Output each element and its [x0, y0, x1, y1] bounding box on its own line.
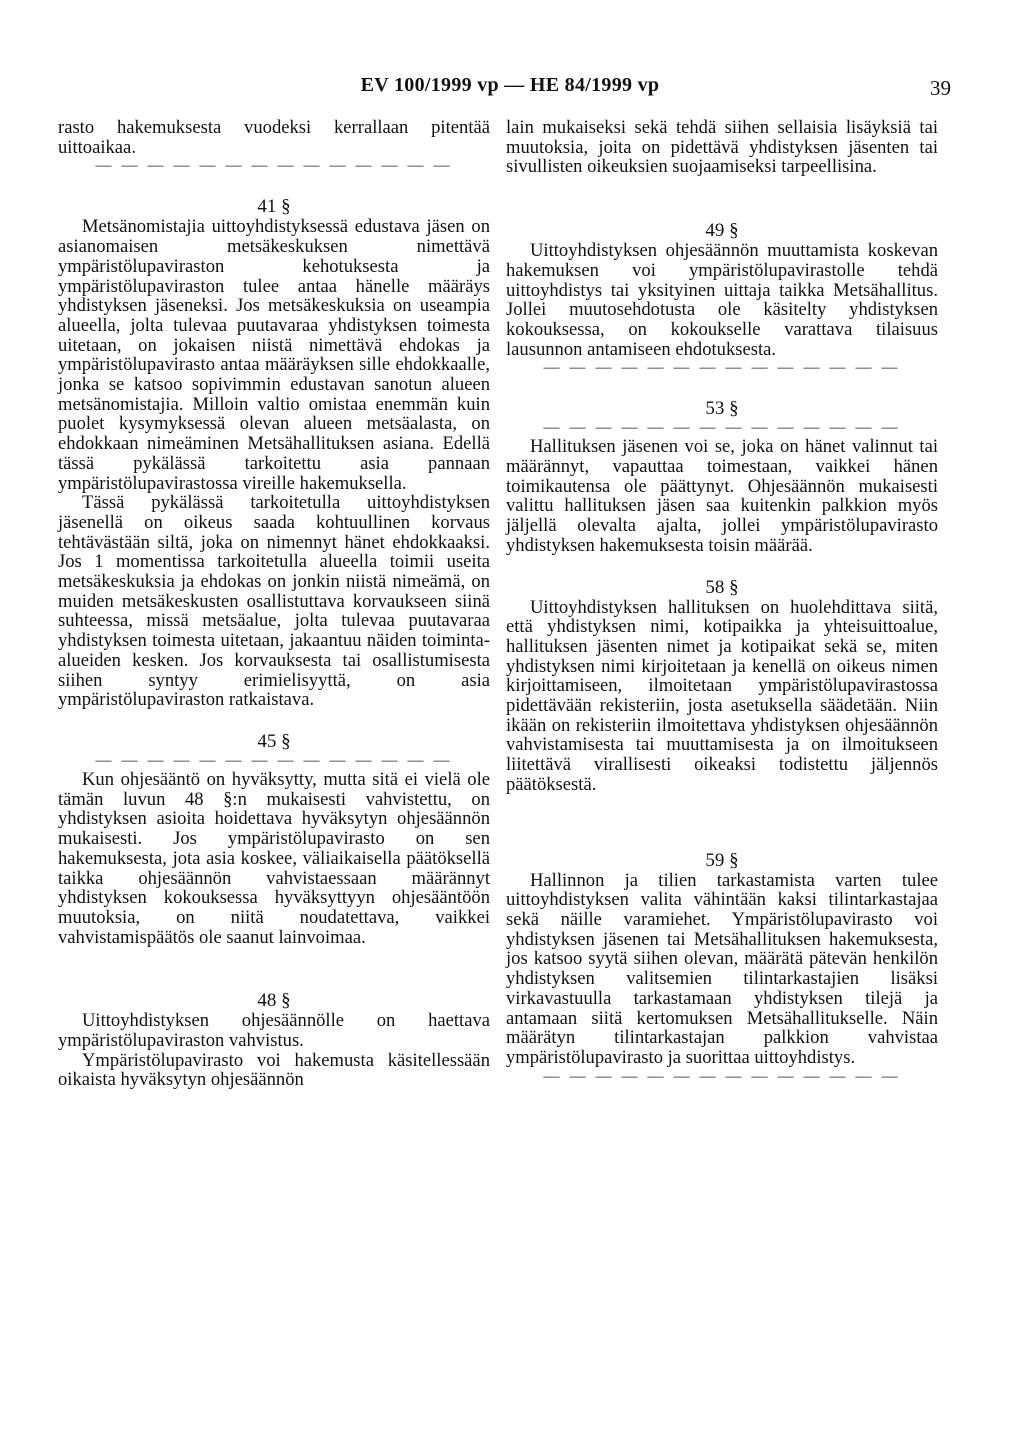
section-heading-41: 41 § [257, 196, 291, 218]
section-heading-49: 49 § [705, 220, 739, 242]
section-41-paragraph-1: Metsänomistajia uittoyhdistyksessä edustava jäsen on asianomaisen metsäkeskuksen nimettävä ympäristölupaviraston kehotuksesta ja ympäristölupaviraston tulee antaa hänelle määräys yhdistyksen jäseneksi. Jos metsäkeskuksia on useampia alueella, jolta tulevaa puutavaraa yhdistyksen toimesta uitetaan, on jokaisen niistä nimettävä ehdokas ja ympäristölupavirasto antaa määräyksen sille ehdokkaalle, jonka se katsoo sopivimmin edustavan sanotun alueen metsänomistajia. Milloin valtio omistaa enemmän kuin puolet kysymyksessä olevan alueen metsäalasta, on ehdokkaan nimeäminen Metsähallituksen asiana. Edellä tässä pykälässä tarkoitettu asia pannaan ympäristölupavirastossa vireille hakemuksella. [58, 216, 490, 494]
omission-divider: — — — — — — — — — — — — — — [543, 419, 901, 437]
omission-divider: — — — — — — — — — — — — — — [95, 157, 453, 175]
omission-divider: — — — — — — — — — — — — — — [543, 359, 901, 377]
section-58-paragraph-1: Uittoyhdistyksen hallituksen on huolehdittava siitä, että yhdistyksen nimi, kotipaikka ja yhteisuittoalue, hallituksen jäsenten nimet ja kotipaikat sekä se, miten yhdistyksen nimi kirjoitetaan ja kenellä on oikeus nimen kirjoittamiseen, ilmoitetaan ympäristölupavirastossa pidettävään rekisteriin, josta asetuksella säädetään. Niin ikään on rekisteriin ilmoitettava yhdistyksen ohjesäännön vahvistamisesta tai muuttamisesta ja on ilmoitukseen liitettävä virallisesti oikeaksi todistettu jäljennös päätöksestä. [506, 596, 938, 795]
section-heading-48: 48 § [257, 990, 291, 1012]
continued-paragraph: lain mukaiseksi sekä tehdä siihen sellaisia lisäyksiä tai muutoksia, joita on pidettävä yhdistyksen jäsenten tai sivullisten oikeuksien suojaamiseksi tarpeellisina. [506, 117, 938, 178]
section-41-paragraph-2: Tässä pykälässä tarkoitetulla uittoyhdistyksen jäsenellä on oikeus saada kohtuullinen korvaus tehtävästään siltä, joka on nimennyt hänet ehdokkaaksi. Jos 1 momentissa tarkoitetulla alueella toimii useita metsäkeskuksia ja ehdokas on jonkin niistä nimeämä, on muiden metsäkeskusten osallistuttava korvaukseen siinä suhteessa, missä metsäalue, jolta tulevaa puutavaraa yhdistyksen toimesta uitetaan, jakaantuu näiden toiminta-alueiden kesken. Jos korvauksesta tai osallistumisesta siihen syntyy erimielisyyttä, on asia ympäristölupaviraston ratkaistava. [58, 492, 490, 711]
section-45-paragraph-1: Kun ohjesääntö on hyväksytty, mutta sitä ei vielä ole tämän luvun 48 §:n mukaisesti vahvistettu, on yhdistyksen asioita hoidettava hyväksytyn ohjesäännön mukaisesti. Jos ympäristölupavirasto on sen hakemuksesta, jota asia koskee, väliaikaisella päätöksellä taikka ohjesäännön vahvistaessaan määrännyt yhdistyksen kokouksessa hyväksyttyyn ohjesääntöön muutoksia, on niitä noudatettava, vaikkei vahvistamispäätös ole saanut lainvoimaa. [58, 768, 490, 948]
section-heading-53: 53 § [705, 398, 739, 420]
section-heading-58: 58 § [705, 576, 739, 598]
section-53-paragraph-1: Hallituksen jäsenen voi se, joka on hänet valinnut tai määrännyt, vapauttaa toimestaan, vaikkei hänen toimikautensa ole päättynyt. Ohjesäännön mukaisesti valittu hallituksen jäsen saa kuitenkin palkkion myös jäljellä olevalta ajalta, jollei ympäristölupavirasto yhdistyksen hakemuksesta toisin määrää. [506, 436, 938, 556]
right-column [506, 118, 938, 1086]
section-heading-59: 59 § [705, 849, 739, 871]
section-49-paragraph-1: Uittoyhdistyksen ohjesäännön muuttamista koskevan hakemuksen voi ympäristölupavirastolle tehdä uittoyhdistys tai yksityinen uittaja taikka Metsähallitus. Jollei muutosehdotusta ole käsitelty yhdistyksen kokouksessa, on kokoukselle varattava tilaisuus lausunnon antamiseen ehdotuksesta. [506, 240, 938, 360]
omission-divider: — — — — — — — — — — — — — — [95, 751, 453, 769]
running-header: EV 100/1999 vp — HE 84/1999 vp [360, 74, 660, 96]
omission-divider: — — — — — — — — — — — — — — [543, 1067, 901, 1085]
left-column [58, 118, 490, 1090]
section-48-paragraph-1: Uittoyhdistyksen ohjesäännölle on haettava ympäristölupaviraston vahvistus. [58, 1010, 490, 1052]
continued-paragraph: rasto hakemuksesta vuodeksi kerrallaan pitentää uittoaikaa. [58, 117, 490, 158]
page-number: 39 [930, 76, 951, 100]
section-heading-45: 45 § [257, 730, 291, 752]
section-48-paragraph-2: Ympäristölupavirasto voi hakemusta käsitellessään oikaista hyväksytyn ohjesäännön [58, 1049, 490, 1091]
section-59-paragraph-1: Hallinnon ja tilien tarkastamista varten tulee uittoyhdistyksen valita vähintään kaksi tilintarkastajaa sekä näille varamiehet. Ympäristölupavirasto voi yhdistyksen jäsenen tai Metsähallituksen hakemuksesta, jos katsoo syytä siihen olevan, määrätä pätevän henkilön yhdistyksen valitsemien tilintarkastajien lisäksi virkavastuulla tarkastamaan yhdistyksen tilejä ja antamaan siitä kertomuksen Metsähallitukselle. Näin määrätyn tilintarkastajan palkkion vahvistaa ympäristölupavirasto ja suorittaa uittoyhdistys. [506, 869, 938, 1068]
